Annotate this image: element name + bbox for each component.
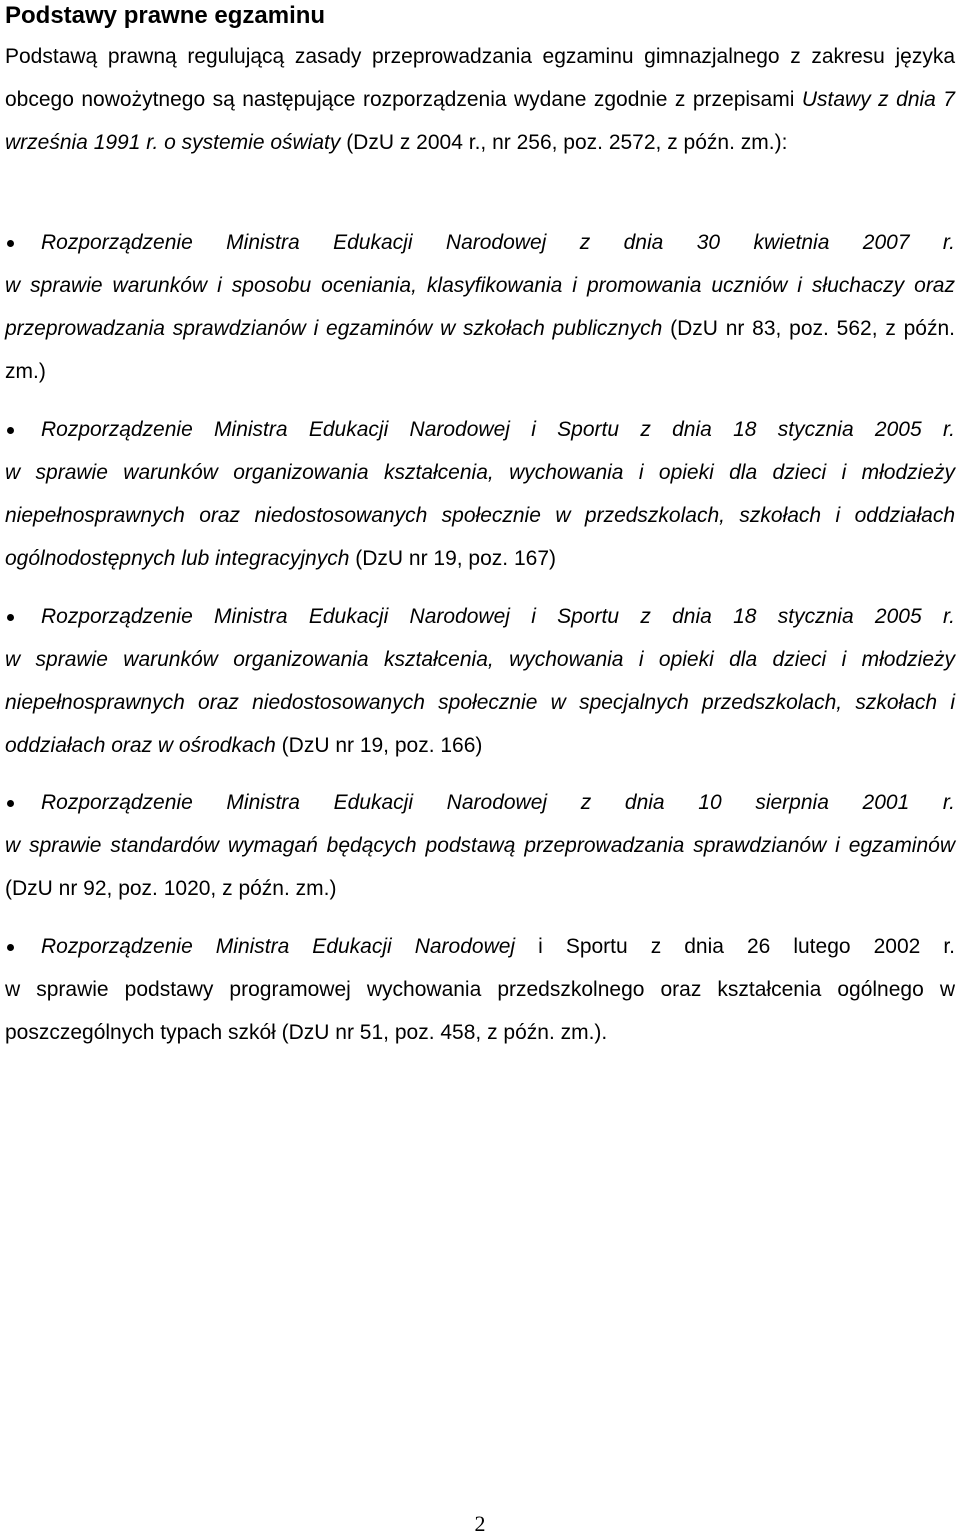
regulation-heading — [5, 595, 955, 638]
intro-text-after: (DzU z 2004 r., nr 256, poz. 2572, z późn. zm.): — [340, 131, 788, 154]
regulation-item — [5, 408, 955, 580]
page-title: Podstawy prawne egzaminu — [5, 2, 326, 29]
regulation-item — [5, 781, 955, 910]
bullet-icon — [7, 240, 14, 247]
bullet-icon — [7, 614, 14, 621]
regulation-heading — [5, 408, 955, 451]
bullet-icon — [7, 427, 14, 434]
regulation-title: Rozporządzenie Ministra Edukacji Narodowej i Sportu z dnia 18 stycznia 2005 r. — [41, 418, 955, 441]
regulation-body — [5, 824, 955, 910]
regulation-heading — [5, 221, 955, 264]
regulation-title-rest: i Sportu z dnia 26 lutego 2002 r. — [515, 935, 955, 958]
regulation-subject: w sprawie standardów wymagań będących podstawą przeprowadzania sprawdzianów i egzaminów — [5, 834, 955, 857]
regulation-title: Rozporządzenie Ministra Edukacji Narodowej — [41, 935, 516, 958]
intro-paragraph — [5, 35, 955, 164]
regulation-subject: w sprawie warunków i sposobu oceniania, klasyfikowania i promowania uczniów i słuchaczy oraz przeprowadzania sprawdzianów i egzaminów w szkołach publicznych — [5, 274, 955, 340]
regulation-subject: w sprawie warunków organizowania kształcenia, wychowania i opieki dla dzieci i młodzieży niepełnosprawnych oraz niedostosowanych społecznie w specjalnych przedszkolach, szkołach i oddziałach oraz w ośrodkach — [5, 648, 955, 757]
regulation-body — [5, 638, 955, 767]
regulation-reference: (DzU nr 19, poz. 166) — [275, 734, 483, 757]
bullet-icon — [7, 800, 14, 807]
regulation-body — [5, 451, 955, 580]
regulation-heading — [5, 781, 955, 824]
page-number: 2 — [474, 1511, 486, 1536]
intro-text-before: Podstawą prawną regulującą zasady przeprowadzania egzaminu gimnazjalnego z zakresu języka obcego nowożytnego są następujące rozporządzenia wydane zgodnie z przepisami — [5, 45, 955, 111]
bullet-icon — [7, 944, 14, 951]
regulation-title: Rozporządzenie Ministra Edukacji Narodowej z dnia 30 kwietnia 2007 r. — [41, 231, 955, 254]
regulation-item — [5, 595, 955, 767]
regulation-title: Rozporządzenie Ministra Edukacji Narodowej z dnia 10 sierpnia 2001 r. — [41, 791, 955, 814]
regulation-body — [5, 264, 955, 393]
regulation-reference: (DzU nr 19, poz. 167) — [349, 547, 556, 570]
regulation-title: Rozporządzenie Ministra Edukacji Narodowej i Sportu z dnia 18 stycznia 2005 r. — [41, 605, 955, 628]
regulation-item — [5, 925, 955, 1054]
regulation-item — [5, 221, 955, 393]
regulation-body: w sprawie podstawy programowej wychowania przedszkolnego oraz kształcenia ogólnego w poszczególnych typach szkół (DzU nr 51, poz. 458, z późn. zm.). — [5, 978, 955, 1044]
regulation-subject: w sprawie warunków organizowania kształcenia, wychowania i opieki dla dzieci i młodzieży niepełnosprawnych oraz niedostosowanych społecznie w przedszkolach, szkołach i oddziałach ogólnodostępnych lub integracyjnych — [5, 461, 955, 570]
intro-act-title: Ustawy z dnia 7 września 1991 r. o systemie oświaty — [5, 88, 955, 154]
regulation-reference: (DzU nr 83, poz. 562, z późn. zm.) — [5, 317, 956, 383]
regulation-heading — [5, 925, 955, 968]
regulation-reference: (DzU nr 92, poz. 1020, z późn. zm.) — [5, 877, 337, 900]
